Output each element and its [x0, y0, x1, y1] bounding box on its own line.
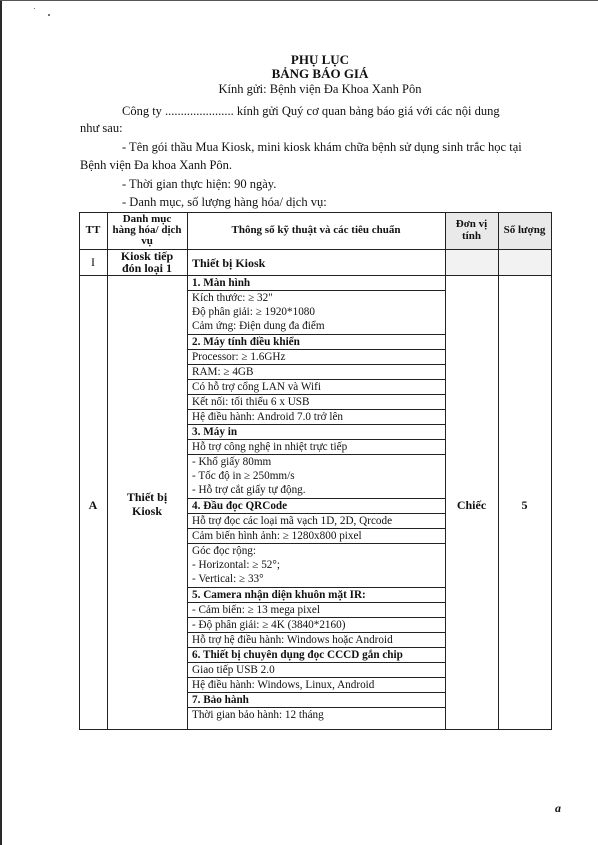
item-quantity: 5 — [521, 498, 528, 512]
spec-line: Góc đọc rộng: — [192, 545, 257, 557]
header-specs: Thông số kỹ thuật và các tiêu chuẩn — [231, 224, 401, 236]
duration-line: - Thời gian thực hiện: 90 ngày. — [122, 177, 277, 191]
package-name-line-2: Bệnh viện Đa khoa Xanh Pôn. — [80, 158, 233, 172]
column-line — [498, 212, 499, 730]
spec-line: Hỗ trợ hệ điều hành: Windows hoặc Android — [192, 634, 393, 646]
spec-row-line — [187, 587, 445, 588]
spec-row-line — [187, 543, 445, 544]
page-initials: ɑ — [555, 801, 561, 815]
spec-row-line — [187, 662, 445, 663]
spec-line: - Khổ giấy 80mm — [192, 456, 272, 468]
header-category-line-3: vụ — [141, 235, 153, 247]
spec-row-line — [187, 364, 445, 365]
spec-line: Hệ điều hành: Android 7.0 trở lên — [192, 411, 344, 423]
spec-row-line — [187, 290, 445, 291]
header-category-line-2: hàng hóa/ dịch — [112, 224, 182, 236]
scan-speck — [34, 8, 35, 9]
spec-line: - Cảm biến: ≥ 13 mega pixel — [192, 604, 320, 616]
intro-line-2: như sau: — [80, 121, 123, 135]
spec-line: Kích thước: ≥ 32" — [192, 292, 273, 304]
spec-line: Có hỗ trợ cổng LAN và Wifi — [192, 381, 321, 393]
spec-line: 4. Đầu đọc QRCode — [192, 500, 288, 512]
quotation-table — [79, 212, 552, 730]
page-top-border — [0, 0, 598, 1]
spec-row-line — [187, 632, 445, 633]
spec-row-line — [187, 528, 445, 529]
spec-line: Thời gian bảo hành: 12 tháng — [192, 709, 324, 721]
spec-line: Hỗ trợ công nghệ in nhiệt trực tiếp — [192, 441, 348, 453]
spec-row-line — [187, 349, 445, 350]
column-line — [445, 212, 446, 730]
spec-row-line — [187, 409, 445, 410]
spec-line: Độ phân giải: ≥ 1920*1080 — [192, 306, 315, 318]
spec-row-line — [187, 602, 445, 603]
spec-row-line — [187, 439, 445, 440]
spec-row-line — [187, 334, 445, 335]
spec-line: Cảm ứng: Điện dung đa điểm — [192, 320, 325, 332]
spec-line: Processor: ≥ 1.6GHz — [192, 351, 286, 363]
items-intro-line: - Danh mục, số lượng hàng hóa/ dịch vụ: — [122, 195, 327, 209]
spec-line: 6. Thiết bị chuyên dụng đọc CCCD gắn chip — [192, 649, 403, 661]
spec-row-line — [187, 513, 445, 514]
spec-row-line — [187, 692, 445, 693]
scan-speck — [48, 14, 50, 16]
table-border-bottom — [79, 729, 552, 730]
spec-line: Giao tiếp USB 2.0 — [192, 664, 275, 676]
spec-row-line — [187, 454, 445, 455]
spec-line: 5. Camera nhận diện khuôn mặt IR: — [192, 589, 366, 601]
appendix-title: PHỤ LỤC — [290, 52, 350, 67]
addressee-line: Kính gửi: Bệnh viện Đa Khoa Xanh Pôn — [218, 82, 422, 96]
spec-row-line — [187, 617, 445, 618]
quotation-title: BẢNG BÁO GIÁ — [271, 66, 369, 81]
group-name-line-2: đón loại 1 — [121, 261, 172, 275]
group-divider — [79, 275, 552, 276]
group-name-line-1: Kiosk tiếp — [120, 249, 174, 263]
header-quantity: Số lượng — [503, 224, 546, 236]
group-tt: I — [91, 255, 95, 269]
spec-line: Cảm biến hình ảnh: ≥ 1280x800 pixel — [192, 530, 362, 542]
spec-row-line — [187, 424, 445, 425]
spec-line: - Tốc độ in ≥ 250mm/s — [192, 470, 295, 482]
column-line — [551, 212, 552, 730]
item-name-line-2: Kiosk — [131, 504, 162, 518]
spec-row-line — [187, 677, 445, 678]
column-line — [79, 212, 80, 730]
spec-line: 7. Bảo hành — [192, 694, 249, 706]
spec-line: - Horizontal: ≥ 52°; — [192, 559, 280, 571]
spec-row-line — [187, 394, 445, 395]
spec-line: - Độ phân giải: ≥ 4K (3840*2160) — [192, 619, 346, 631]
item-tt: A — [88, 498, 98, 512]
spec-row-line — [187, 647, 445, 648]
group-spec: Thiết bị Kiosk — [192, 256, 266, 270]
spec-line: - Vertical: ≥ 33° — [192, 573, 264, 585]
spec-line: Kết nối: tối thiểu 6 x USB — [192, 396, 310, 408]
page-left-border — [0, 0, 2, 845]
item-unit: Chiếc — [456, 498, 487, 512]
header-tt: TT — [85, 224, 101, 236]
spec-line: RAM: ≥ 4GB — [192, 366, 254, 378]
item-name-line-1: Thiết bị — [126, 490, 168, 504]
spec-row-line — [187, 498, 445, 499]
header-unit-line-1: Đơn vị — [455, 218, 488, 230]
package-name-line-1: - Tên gói thầu Mua Kiosk, mini kiosk khám chữa bệnh sử dụng sinh trắc học tại — [122, 140, 522, 154]
spec-line: 3. Máy in — [192, 426, 238, 438]
spec-line: - Hỗ trợ cắt giấy tự động. — [192, 484, 306, 496]
column-line — [107, 212, 108, 730]
spec-line: Hệ điều hành: Windows, Linux, Android — [192, 679, 375, 691]
spec-line: 1. Màn hình — [192, 277, 251, 289]
spec-line: Hỗ trợ đọc các loại mã vạch 1D, 2D, Qrcode — [192, 515, 393, 527]
header-unit-line-2: tính — [462, 230, 481, 242]
spec-row-line — [187, 379, 445, 380]
header-category-line-1: Danh mục — [122, 213, 172, 225]
spec-line: 2. Máy tính điều khiển — [192, 336, 300, 348]
intro-line-1: Công ty ...................... kính gửi Quý cơ quan bảng báo giá với các nội dung — [122, 104, 500, 118]
spec-row-line — [187, 707, 445, 708]
